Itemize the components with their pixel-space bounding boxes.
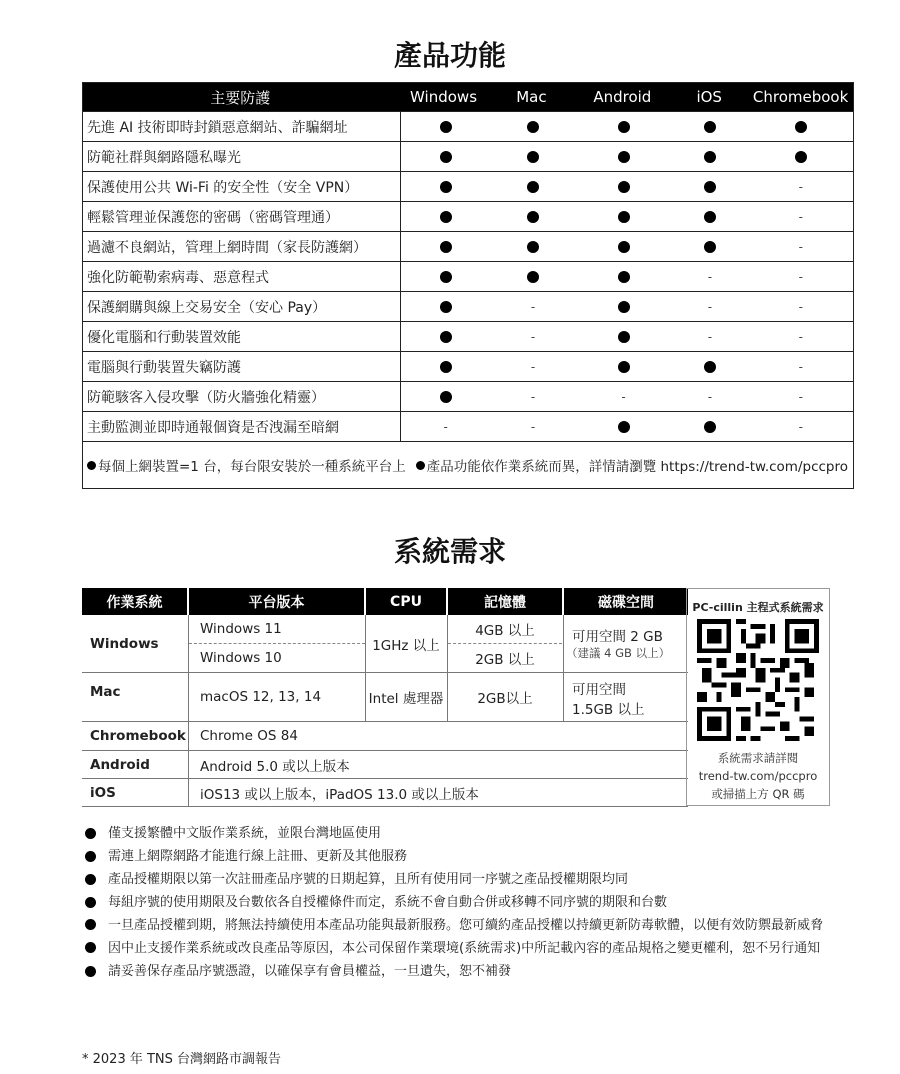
feature-name: 保護使用公共 Wi-Fi 的安全性（安全 VPN） — [83, 172, 401, 201]
supported-dot-icon — [671, 232, 749, 261]
feature-row — [83, 411, 853, 441]
note-item — [82, 960, 842, 983]
disk-mac-2: 1.5GB 以上 — [572, 702, 645, 718]
bullet-icon — [618, 211, 630, 223]
feature-name: 主動監測並即時通報個資是否洩漏至暗網 — [83, 412, 401, 441]
bullet-icon — [527, 211, 539, 223]
header-os: 作業系統 — [82, 588, 187, 615]
feature-name: 強化防範勒索病毒、惡意程式 — [83, 262, 401, 291]
supported-dot-icon — [401, 202, 490, 231]
supported-dot-icon — [576, 352, 671, 381]
bullet-icon — [704, 211, 716, 223]
unsupported-mark: - — [707, 389, 713, 404]
supported-dot-icon — [401, 142, 490, 171]
disk-windows-recommended: （建議 4 GB 以上） — [566, 646, 671, 660]
feature-name: 優化電腦和行動裝置效能 — [83, 322, 401, 351]
features-note-1: 每個上網裝置=1 台，每台限安裝於一種系統平台上 — [98, 459, 406, 475]
version-windows-10: Windows 10 — [200, 650, 282, 666]
bullet-icon — [85, 828, 96, 839]
cpu-mac: Intel 處理器 — [368, 691, 444, 707]
memory-windows-11: 4GB 以上 — [475, 623, 535, 639]
feature-row — [83, 111, 853, 141]
note-item — [82, 891, 842, 914]
feature-row — [83, 381, 853, 411]
supported-dot-icon — [490, 262, 575, 291]
bullet-icon — [795, 151, 807, 163]
os-mac: Mac — [90, 684, 121, 700]
supported-dot-icon — [490, 142, 575, 171]
header-version: 平台版本 — [189, 588, 364, 615]
bullet-icon — [440, 271, 452, 283]
bullet-icon — [618, 331, 630, 343]
features-note-2: 產品功能依作業系統而異，詳情請瀏覽 https://trend-tw.com/pccpro — [426, 459, 848, 475]
note-text: 一旦產品授權到期，將無法持續使用本產品功能與最新服務。您可續約產品授權以持續更新防毒軟體，以便有效防禦最新威脅 — [108, 918, 824, 933]
bullet-icon — [440, 121, 452, 133]
header-memory: 記憶體 — [448, 588, 562, 615]
bullet-icon — [85, 851, 96, 862]
bullet-icon — [704, 181, 716, 193]
requirements-table — [82, 588, 688, 806]
supported-dot-icon — [490, 112, 575, 141]
features-note — [83, 441, 853, 488]
bullet-icon — [87, 461, 96, 470]
supported-dot-icon — [401, 262, 490, 291]
bullet-icon — [618, 151, 630, 163]
feature-row — [83, 291, 853, 321]
footnote: * 2023 年 TNS 台灣網路市調報告 — [82, 1052, 282, 1067]
disk-windows: 可用空間 2 GB — [572, 629, 663, 645]
version-mac: macOS 12, 13, 14 — [200, 689, 322, 705]
supported-dot-icon — [671, 172, 749, 201]
bullet-icon — [85, 942, 96, 953]
header-platform: Chromebook — [752, 88, 849, 106]
note-text: 僅支援繁體中文版作業系統，並限台灣地區使用 — [108, 826, 382, 841]
bullet-icon — [440, 361, 452, 373]
note-item — [82, 914, 842, 937]
os-ios: iOS — [90, 784, 116, 801]
feature-row — [83, 261, 853, 291]
features-title: 產品功能 — [393, 39, 506, 72]
version-ios: iOS13 或以上版本，iPadOS 13.0 或以上版本 — [200, 786, 479, 803]
header-platform: iOS — [696, 88, 722, 106]
bullet-icon — [85, 874, 96, 885]
feature-name: 電腦與行動裝置失竊防護 — [83, 352, 401, 381]
header-platform: Windows — [410, 88, 478, 106]
supported-dot-icon — [576, 172, 671, 201]
unsupported-mark: - — [798, 329, 804, 344]
supported-dot-icon — [749, 142, 853, 171]
feature-name: 防範社群與網路隱私曝光 — [83, 142, 401, 171]
header-disk: 磁碟空間 — [564, 588, 688, 615]
supported-dot-icon — [576, 262, 671, 291]
notes-list — [82, 822, 842, 983]
os-chromebook: Chromebook — [90, 728, 186, 744]
memory-windows-10: 2GB 以上 — [475, 652, 535, 668]
note-item — [82, 937, 842, 960]
feature-name: 保護網購與線上交易安全（安心 Pay） — [83, 292, 401, 321]
bullet-icon — [85, 919, 96, 930]
unsupported-mark: - — [707, 269, 713, 284]
note-text: 請妥善保存產品序號憑證，以確保享有會員權益，一旦遺失，恕不補發 — [108, 964, 512, 979]
bullet-icon — [440, 301, 452, 313]
supported-dot-icon — [401, 352, 490, 381]
feature-row — [83, 201, 853, 231]
unsupported-mark: - — [530, 329, 536, 344]
unsupported-mark: - — [798, 299, 804, 314]
bullet-icon — [704, 151, 716, 163]
feature-name: 先進 AI 技術即時封鎖惡意網站、詐騙網址 — [83, 112, 401, 141]
unsupported-mark: - — [798, 389, 804, 404]
unsupported-mark: - — [530, 419, 536, 434]
bullet-icon — [416, 461, 425, 470]
supported-dot-icon — [401, 112, 490, 141]
qr-line-2[interactable]: trend-tw.com/pccpro — [698, 769, 818, 783]
feature-row — [83, 321, 853, 351]
disk-mac-1: 可用空間 — [572, 682, 626, 698]
feature-row — [83, 231, 853, 261]
supported-dot-icon — [671, 202, 749, 231]
bullet-icon — [618, 271, 630, 283]
unsupported-mark: - — [707, 299, 713, 314]
unsupported-mark: - — [530, 359, 536, 374]
unsupported-mark: - — [798, 239, 804, 254]
feature-name: 防範駭客入侵攻擊（防火牆強化精靈） — [83, 382, 401, 411]
note-item — [82, 868, 842, 891]
feature-row — [83, 141, 853, 171]
qr-title: PC-cillin 主程式系統需求 — [692, 601, 824, 614]
supported-dot-icon — [671, 142, 749, 171]
bullet-icon — [618, 421, 630, 433]
supported-dot-icon — [401, 292, 490, 321]
os-android: Android — [90, 756, 150, 773]
supported-dot-icon — [576, 142, 671, 171]
unsupported-mark: - — [530, 299, 536, 314]
note-text: 因中止支援作業系統或改良產品等原因，本公司保留作業環境(系統需求)中所記載內容的產品規格之變更權利，恕不另行通知 — [108, 941, 821, 956]
bullet-icon — [527, 241, 539, 253]
bullet-icon — [440, 211, 452, 223]
memory-mac: 2GB以上 — [477, 691, 533, 707]
features-table — [82, 82, 854, 489]
supported-dot-icon — [490, 232, 575, 261]
header-cpu: CPU — [366, 588, 446, 615]
feature-name: 過濾不良網站，管理上網時間（家長防護網） — [83, 232, 401, 261]
bullet-icon — [618, 301, 630, 313]
feature-row — [83, 171, 853, 201]
header-platform: Mac — [516, 88, 547, 106]
bullet-icon — [440, 151, 452, 163]
bullet-icon — [618, 121, 630, 133]
note-item — [82, 845, 842, 868]
bullet-icon — [704, 421, 716, 433]
qr-code-icon[interactable] — [697, 619, 819, 741]
bullet-icon — [85, 897, 96, 908]
header-platform: Android — [593, 88, 652, 106]
unsupported-mark: - — [798, 359, 804, 374]
supported-dot-icon — [671, 112, 749, 141]
supported-dot-icon — [576, 112, 671, 141]
supported-dot-icon — [576, 322, 671, 351]
version-android: Android 5.0 或以上版本 — [200, 758, 350, 775]
unsupported-mark: - — [798, 269, 804, 284]
unsupported-mark: - — [621, 389, 626, 404]
version-chromebook: Chrome OS 84 — [200, 728, 298, 744]
supported-dot-icon — [401, 382, 490, 411]
bullet-icon — [618, 361, 630, 373]
requirements-title: 系統需求 — [393, 535, 506, 568]
bullet-icon — [85, 966, 96, 977]
bullet-icon — [527, 271, 539, 283]
qr-note — [687, 749, 829, 803]
unsupported-mark: - — [798, 419, 804, 434]
supported-dot-icon — [401, 322, 490, 351]
supported-dot-icon — [401, 232, 490, 261]
bullet-icon — [440, 391, 452, 403]
supported-dot-icon — [749, 112, 853, 141]
supported-dot-icon — [490, 202, 575, 231]
feature-row — [83, 351, 853, 381]
supported-dot-icon — [671, 412, 749, 441]
supported-dot-icon — [576, 232, 671, 261]
unsupported-mark: - — [443, 419, 448, 434]
unsupported-mark: - — [530, 389, 536, 404]
bullet-icon — [704, 361, 716, 373]
cpu-windows: 1GHz 以上 — [372, 637, 440, 654]
bullet-icon — [618, 241, 630, 253]
bullet-icon — [704, 121, 716, 133]
supported-dot-icon — [490, 172, 575, 201]
note-text: 需連上網際網路才能進行線上註冊、更新及其他服務 — [108, 849, 408, 864]
supported-dot-icon — [671, 352, 749, 381]
bullet-icon — [440, 331, 452, 343]
note-text: 產品授權期限以第一次註冊產品序號的日期起算，且所有使用同一序號之產品授權期限均同 — [108, 872, 629, 887]
supported-dot-icon — [576, 292, 671, 321]
note-text: 每組序號的使用期限及台數依各自授權條件而定，系統不會自動合併或移轉不同序號的期限和台數 — [108, 895, 668, 910]
bullet-icon — [440, 181, 452, 193]
supported-dot-icon — [401, 172, 490, 201]
header-main-protection: 主要防護 — [83, 83, 399, 111]
bullet-icon — [795, 121, 807, 133]
supported-dot-icon — [576, 202, 671, 231]
feature-name: 輕鬆管理並保護您的密碼（密碼管理通） — [83, 202, 401, 231]
note-item — [82, 822, 842, 845]
bullet-icon — [527, 181, 539, 193]
bullet-icon — [704, 241, 716, 253]
version-windows-11: Windows 11 — [200, 621, 282, 637]
unsupported-mark: - — [798, 209, 804, 224]
unsupported-mark: - — [798, 179, 804, 194]
bullet-icon — [618, 181, 630, 193]
features-header-row — [83, 83, 853, 111]
os-windows: Windows — [90, 635, 159, 652]
qr-panel — [686, 588, 830, 806]
unsupported-mark: - — [707, 329, 713, 344]
bullet-icon — [527, 121, 539, 133]
bullet-icon — [440, 241, 452, 253]
qr-line-1: 系統需求請詳閱 — [717, 751, 799, 765]
qr-line-3: 或掃描上方 QR 碼 — [711, 787, 805, 801]
supported-dot-icon — [576, 412, 671, 441]
bullet-icon — [527, 151, 539, 163]
